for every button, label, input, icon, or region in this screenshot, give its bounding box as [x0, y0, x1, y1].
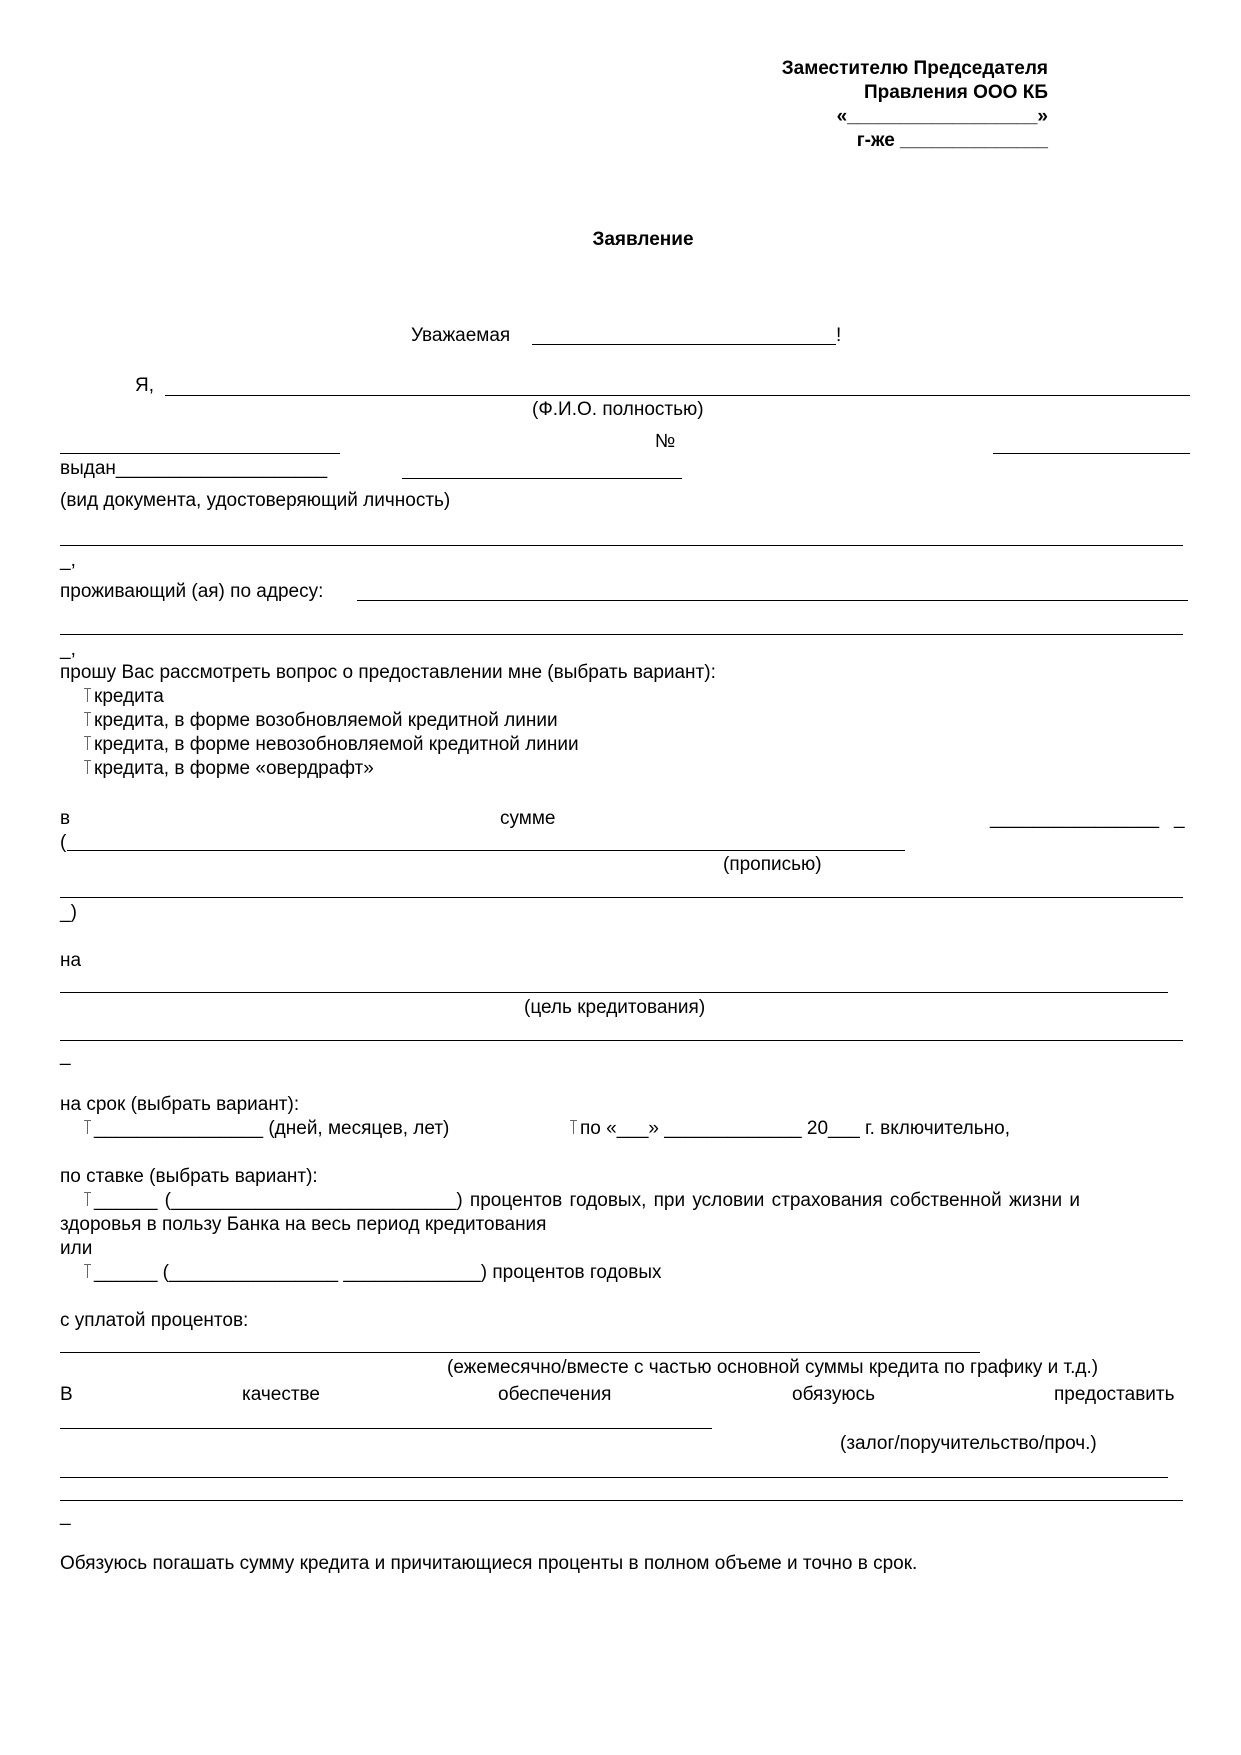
- doc-number-field[interactable]: [993, 453, 1190, 454]
- collateral-word-3: обеспечения: [498, 1384, 612, 1405]
- purpose-continuation-field[interactable]: [60, 1040, 1183, 1041]
- greeting-label: Уважаемая: [411, 325, 511, 346]
- amount-words-field[interactable]: [67, 850, 905, 851]
- option-revolving-line[interactable]: кредита, в форме возобновляемой кредитной линии: [84, 710, 558, 732]
- interest-label: с уплатой процентов:: [60, 1310, 249, 1331]
- addressee-name-field[interactable]: г-же ______________: [856, 130, 1048, 151]
- addressee-line-1: Заместителю Председателя: [781, 58, 1048, 79]
- amount-open-paren: (: [60, 832, 67, 853]
- fio-field[interactable]: [165, 395, 1190, 396]
- purpose-caption: (цель кредитования): [524, 997, 706, 1018]
- collateral-field[interactable]: [60, 1428, 712, 1429]
- address-label: проживающий (ая) по адресу:: [60, 581, 324, 602]
- request-text: прошу Вас рассмотреть вопрос о предоставлении мне (выбрать вариант):: [60, 662, 716, 683]
- purpose-label: на: [60, 950, 82, 971]
- checkbox-icon[interactable]: [84, 1191, 90, 1207]
- document-title: Заявление: [592, 229, 694, 250]
- checkbox-icon[interactable]: [84, 759, 90, 775]
- address-continuation-field[interactable]: [60, 634, 1183, 635]
- rate-option-insured-cont: здоровья в пользу Банка на весь период кредитования: [60, 1214, 547, 1235]
- address-tail: _,: [60, 639, 76, 660]
- amount-numeric-field[interactable]: ________________: [990, 808, 1160, 829]
- rate-label: по ставке (выбрать вариант):: [60, 1166, 318, 1187]
- checkbox-icon[interactable]: [570, 1119, 576, 1135]
- doc-tail: _,: [60, 550, 76, 571]
- bank-name-field[interactable]: «__________________»: [836, 106, 1048, 127]
- checkbox-icon[interactable]: [84, 711, 90, 727]
- term-label: на срок (выбрать вариант):: [60, 1094, 300, 1115]
- address-field[interactable]: [357, 600, 1188, 601]
- closing-statement: Обязуюсь погашать сумму кредита и причитающиеся проценты в полном объеме и точно в срок.: [60, 1553, 918, 1574]
- term-option-date[interactable]: по «___» _____________ 20___ г. включительно,: [570, 1118, 1010, 1140]
- number-sign: №: [655, 431, 676, 452]
- ya-label: Я,: [135, 375, 154, 396]
- collateral-continuation-field-1[interactable]: [60, 1477, 1168, 1478]
- interest-field[interactable]: [60, 1352, 980, 1353]
- amount-v-label: в: [60, 808, 71, 829]
- collateral-word-5: предоставить: [1054, 1384, 1175, 1405]
- addressee-line-2: Правления ООО КБ: [863, 82, 1048, 103]
- doc-caption: (вид документа, удостоверяющий личность): [60, 490, 451, 511]
- doc-continuation-field[interactable]: [60, 545, 1183, 546]
- rate-option-plain[interactable]: ______ (________________ _____________) процентов годовых: [84, 1262, 661, 1284]
- term-option-duration[interactable]: ________________ (дней, месяцев, лет): [84, 1118, 449, 1140]
- greeting-exclamation: !: [836, 325, 842, 346]
- purpose-tail: _: [60, 1045, 71, 1066]
- collateral-caption: (залог/поручительство/проч.): [840, 1433, 1097, 1454]
- fio-caption: (Ф.И.О. полностью): [532, 399, 704, 420]
- issued-by-field[interactable]: [402, 478, 682, 479]
- amount-summe-label: сумме: [500, 808, 556, 829]
- checkbox-icon[interactable]: [84, 735, 90, 751]
- option-credit[interactable]: кредита: [84, 686, 164, 708]
- greeting-name-field[interactable]: [532, 344, 836, 345]
- checkbox-icon[interactable]: [84, 1263, 90, 1279]
- doc-type-field[interactable]: [60, 453, 340, 454]
- rate-option-insured[interactable]: ______ (___________________________) процентов годовых, при условии страхования собственной жизни и: [84, 1190, 1080, 1212]
- rate-or: или: [60, 1238, 93, 1259]
- issued-label: выдан____________________: [60, 458, 328, 479]
- option-overdraft[interactable]: кредита, в форме «овердрафт»: [84, 758, 374, 780]
- collateral-word-2: качестве: [242, 1384, 320, 1405]
- checkbox-icon[interactable]: [84, 1119, 90, 1135]
- collateral-word-1: В: [60, 1384, 73, 1405]
- checkbox-icon[interactable]: [84, 687, 90, 703]
- amount-words-continuation-field[interactable]: [60, 897, 1183, 898]
- purpose-field[interactable]: [60, 992, 1168, 993]
- collateral-continuation-field-2[interactable]: [60, 1500, 1183, 1501]
- amount-caption: (прописью): [723, 854, 822, 875]
- option-non-revolving-line[interactable]: кредита, в форме невозобновляемой кредитной линии: [84, 734, 579, 756]
- amount-underscore: _: [1174, 808, 1185, 829]
- collateral-word-4: обязуюсь: [792, 1384, 875, 1405]
- collateral-tail: _: [60, 1505, 71, 1526]
- amount-close: _): [60, 902, 77, 923]
- interest-caption: (ежемесячно/вместе с частью основной суммы кредита по графику и т.д.): [447, 1357, 1099, 1378]
